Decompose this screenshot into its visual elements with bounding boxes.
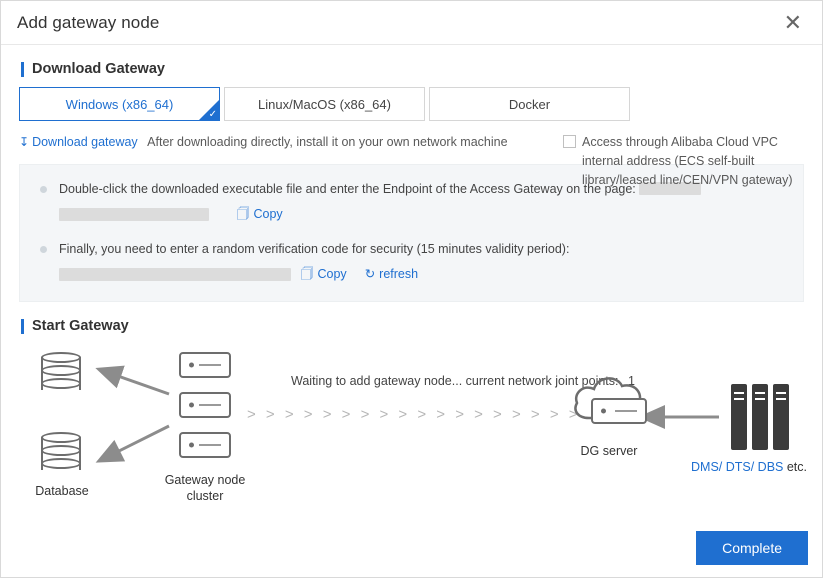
tab-linux-macos-label: Linux/MacOS (x86_64) bbox=[258, 96, 391, 112]
dg-server-label: DG server bbox=[580, 444, 638, 458]
refresh-code-button[interactable] bbox=[365, 264, 418, 285]
copy-code-label: Copy bbox=[317, 267, 347, 281]
instruction-step-2-text: Finally, you need to enter a random verification code for security (15 minutes validity period): bbox=[59, 242, 570, 256]
dialog-body bbox=[1, 61, 822, 519]
dialog-footer bbox=[696, 531, 808, 565]
refresh-icon: ↻ bbox=[364, 267, 376, 281]
dms-services-link[interactable]: DMS/ DTS/ DBS bbox=[691, 460, 784, 474]
dms-services-label bbox=[691, 460, 807, 474]
database-node-2 bbox=[41, 432, 81, 476]
dialog-header bbox=[1, 1, 822, 45]
dg-server-node bbox=[567, 366, 657, 437]
instruction-step-1-text: Double-click the downloaded executable file and enter the Endpoint of the Access Gateway on the page: bbox=[59, 182, 636, 196]
tab-windows-label: Windows (x86_64) bbox=[65, 96, 174, 112]
start-gateway-heading-label: Start Gateway bbox=[32, 318, 129, 334]
close-icon[interactable]: ✕ bbox=[783, 9, 802, 35]
gateway-node-2 bbox=[179, 392, 231, 418]
section-accent-bar bbox=[21, 319, 24, 334]
dms-services-suffix: etc. bbox=[786, 460, 808, 474]
download-description: After downloading directly, install it on your own network machine bbox=[147, 135, 508, 149]
copy-icon: 🗍 bbox=[301, 267, 314, 281]
vpc-access-checkbox[interactable] bbox=[563, 135, 576, 148]
database-label: Database bbox=[35, 484, 89, 498]
tab-docker-label: Docker bbox=[508, 96, 551, 112]
copy-endpoint-button[interactable] bbox=[237, 204, 283, 225]
gateway-cluster-label: Gateway node cluster bbox=[164, 473, 246, 503]
tab-docker[interactable] bbox=[429, 87, 630, 121]
bullet-icon bbox=[40, 246, 47, 253]
tab-linux-macos[interactable] bbox=[224, 87, 425, 121]
refresh-code-label: refresh bbox=[379, 267, 419, 281]
bullet-icon bbox=[40, 186, 47, 193]
redacted-endpoint-part2 bbox=[59, 208, 209, 221]
gateway-status-message: Waiting to add gateway node... current network joint points: bbox=[291, 374, 619, 388]
diagram-arrows bbox=[19, 344, 822, 519]
download-gateway-heading-label: Download Gateway bbox=[32, 61, 165, 77]
gateway-node-3 bbox=[179, 432, 231, 458]
database-node-1 bbox=[41, 352, 81, 396]
copy-code-button[interactable] bbox=[301, 264, 347, 285]
gateway-node-1 bbox=[179, 352, 231, 378]
instruction-step-2 bbox=[36, 239, 787, 285]
download-row bbox=[19, 133, 812, 187]
section-accent-bar bbox=[21, 62, 24, 77]
vpc-access-checkbox-row[interactable] bbox=[563, 133, 798, 190]
gateway-topology-diagram bbox=[19, 344, 808, 519]
complete-button[interactable]: Complete bbox=[696, 531, 808, 565]
redacted-verification-code bbox=[59, 268, 291, 281]
gateway-status-count: 1 bbox=[627, 374, 635, 388]
tab-windows[interactable] bbox=[19, 87, 220, 121]
page-title: Add gateway node bbox=[17, 12, 160, 32]
copy-endpoint-label: Copy bbox=[253, 207, 283, 221]
check-icon: ✓ bbox=[208, 109, 217, 120]
start-gateway-heading bbox=[21, 318, 812, 334]
copy-icon: 🗍 bbox=[237, 207, 250, 221]
platform-tabs bbox=[19, 87, 810, 121]
vpc-access-label: Access through Alibaba Cloud VPC internal address (ECS self-built library/leased line/CEN/VPN gateway) bbox=[582, 135, 793, 187]
download-gateway-heading bbox=[21, 61, 812, 77]
flow-chevrons: > > > > > > > > > > > > > > > > > > bbox=[247, 406, 581, 423]
download-icon: ↧ bbox=[19, 135, 30, 149]
dg-server-icon bbox=[591, 398, 647, 424]
download-gateway-link[interactable] bbox=[19, 135, 141, 149]
download-gateway-link-label: Download gateway bbox=[32, 135, 138, 149]
dms-rack-icon bbox=[731, 384, 789, 450]
